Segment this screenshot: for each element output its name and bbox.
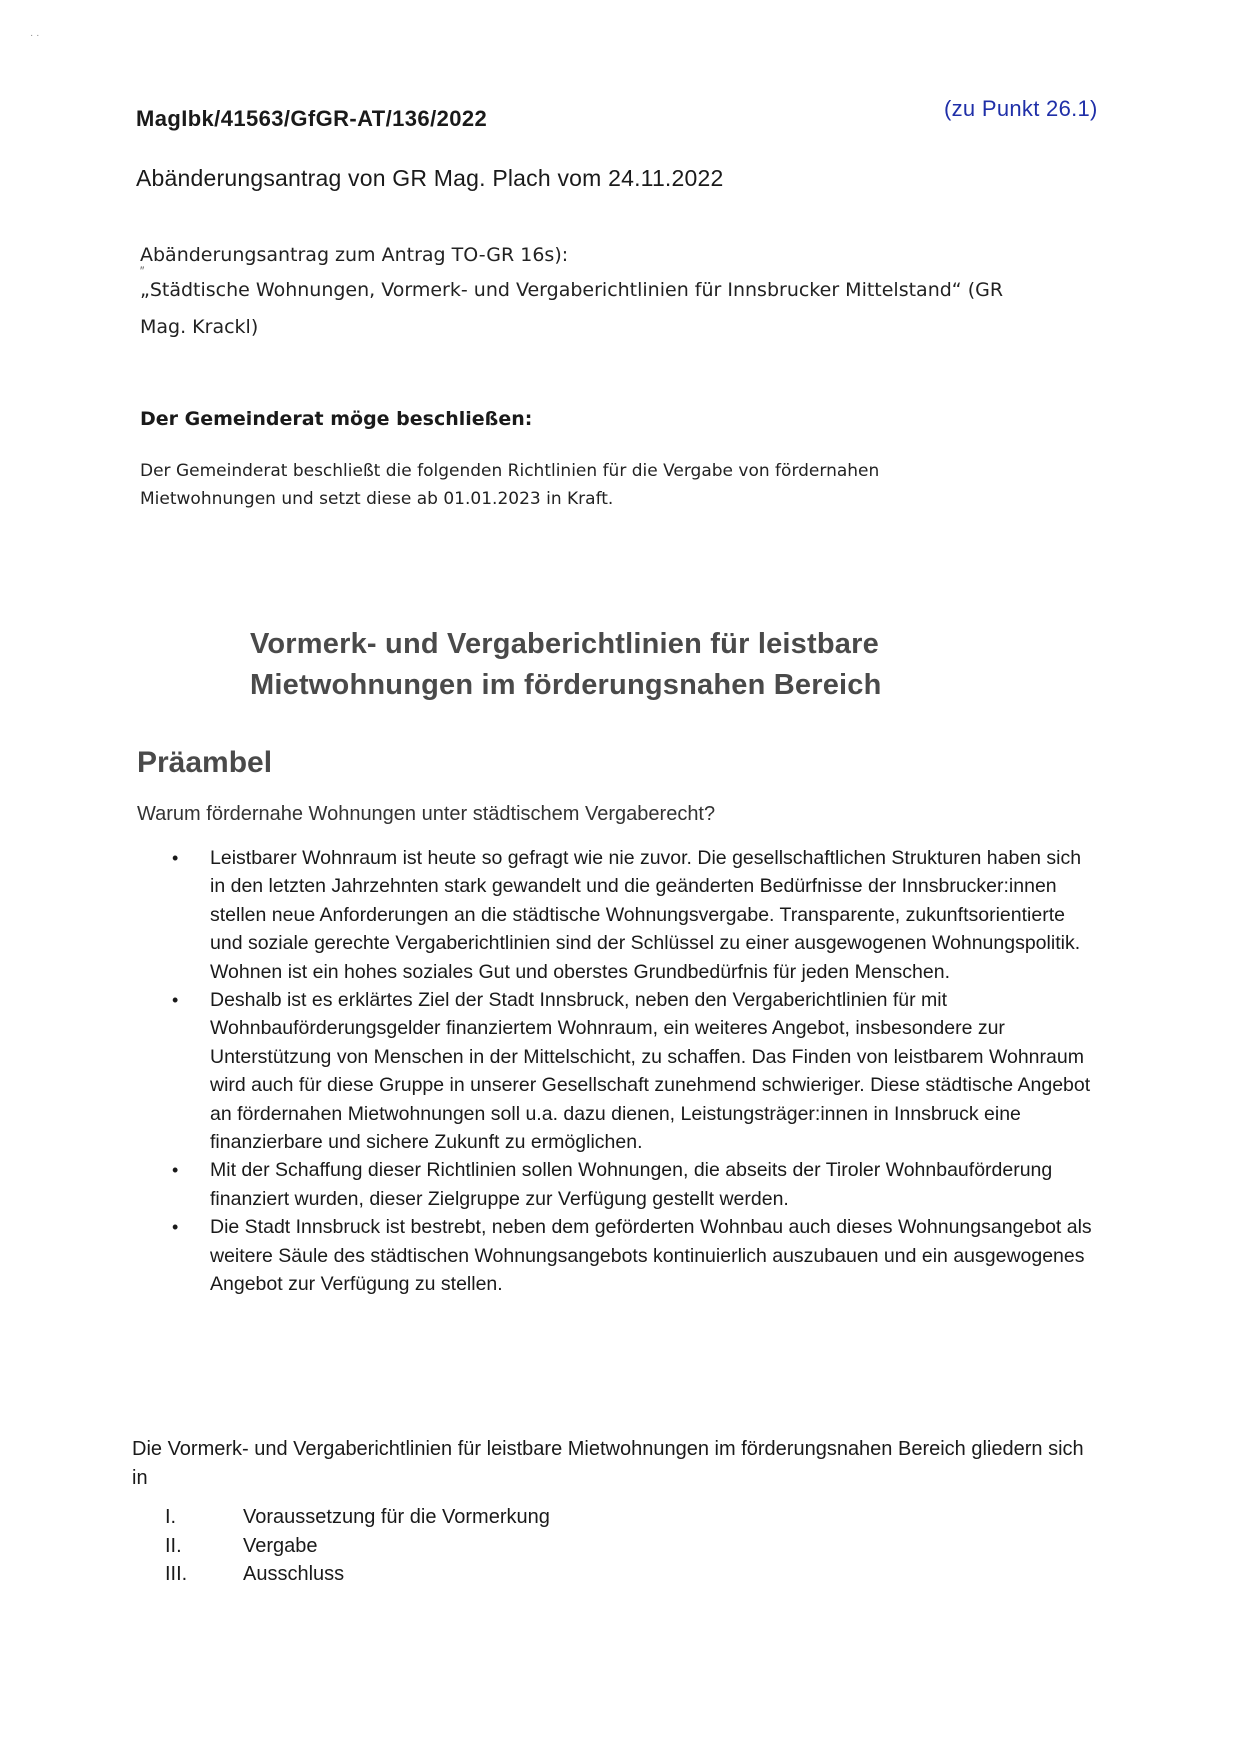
bullet-item (172, 844, 1092, 986)
section-label: Voraussetzung für die Vormerkung (243, 1506, 550, 1528)
bullet-text: Leistbarer Wohnraum ist heute so gefragt wie nie zuvor. Die gesellschaftlichen Strukturen haben sich in den letzten Jahrzehnten stark gewandelt und die geänderten Bedürfnisse der Innsbrucker:innen stellen neue Anforderungen an die städtische Wohnungsvergabe. Transparente, zukunftsorientierte und soziale gerechte Vergaberichtlinien sind der Schlüssel zu einer ausgewogenen Wohnungspolitik. Wohnen ist ein hohes soziales Gut und oberstes Grundbedürfnis für jeden Menschen. (210, 847, 1082, 983)
preamble-bullet-list (172, 844, 1092, 1299)
section-number: II. (165, 1534, 182, 1557)
resolution-line-1: Der Gemeinderat beschließt die folgenden Richtlinien für die Vergabe von fördernahen (140, 461, 880, 481)
quote-mark: ″ (140, 264, 145, 278)
bullet-icon: • (172, 990, 179, 1011)
section-list (165, 1503, 550, 1589)
section-item (165, 1532, 550, 1561)
subject-line-3: Mag. Krackl) (140, 316, 259, 338)
bullet-text: Mit der Schaffung dieser Richtlinien sollen Wohnungen, die abseits der Tiroler Wohnbauförderung finanziert wurden, dieser Zielgruppe zur Verfügung gestellt werden. (210, 1159, 1053, 1210)
bullet-item (172, 986, 1092, 1156)
preamble-question: Warum fördernahe Wohnungen unter städtischem Vergaberecht? (137, 803, 716, 825)
bullet-item (172, 1213, 1092, 1298)
agenda-point: (zu Punkt 26.1) (944, 96, 1098, 121)
resolution-line-2: Mietwohnungen und setzt diese ab 01.01.2023 in Kraft. (140, 489, 614, 509)
section-label: Vergabe (243, 1534, 318, 1557)
bullet-icon: • (172, 1160, 179, 1181)
document-title-line-2: Mietwohnungen im förderungsnahen Bereich (250, 669, 882, 701)
bullet-text: Deshalb ist es erklärtes Ziel der Stadt Innsbruck, neben den Vergaberichtlinien für mit Wohnbauförderungsgelder finanziertem Wohnraum, ein weiteres Angebot, insbesondere zur Unterstützung von Menschen in der Mittelschicht, zu schaffen. Das Finden von leistbarem Wohnraum wird auch für diese Gruppe in unserer Gesellschaft zunehmend schwieriger. Diese städtische Angebot an fördernahen Mietwohnungen soll u.a. dazu dienen, Leistungsträger:innen in Innsbruck eine finanzierbare und sichere Zukunft zu ermöglichen. (210, 989, 1091, 1154)
section-number: III. (165, 1563, 188, 1585)
amendment-line: Abänderungsantrag von GR Mag. Plach vom 24.11.2022 (136, 165, 724, 191)
bullet-text: Die Stadt Innsbruck ist bestrebt, neben dem geförderten Wohnbau auch dieses Wohnungsangebot als weitere Säule des städtischen Wohnungsangebots kontinuierlich auszubauen und ein ausgewogenes Angebot zur Verfügung zu stellen. (210, 1216, 1092, 1296)
section-item (165, 1560, 550, 1589)
subject-line-1: Abänderungsantrag zum Antrag TO-GR 16s): (140, 244, 569, 266)
document-title-line-1: Vormerk- und Vergaberichtlinien für leistbare (250, 628, 879, 660)
preamble-heading: Präambel (137, 746, 273, 779)
reference-number: MagIbk/41563/GfGR-AT/136/2022 (136, 106, 488, 131)
section-number: I. (165, 1506, 177, 1528)
bullet-icon: • (172, 1217, 179, 1238)
section-item (165, 1503, 550, 1532)
bullet-item (172, 1156, 1092, 1213)
subject-line-2: „Städtische Wohnungen, Vormerk- und Vergaberichtlinien für Innsbrucker Mittelstand“ (GR (140, 279, 1004, 301)
section-label: Ausschluss (243, 1563, 345, 1585)
scan-specks: · · (30, 30, 40, 41)
resolution-heading: Der Gemeinderat möge beschließen: (140, 408, 533, 430)
structure-intro: Die Vormerk- und Vergaberichtlinien für leistbare Mietwohnungen im förderungsnahen Bereich gliedern sich in (132, 1438, 1084, 1489)
bullet-icon: • (172, 848, 179, 868)
